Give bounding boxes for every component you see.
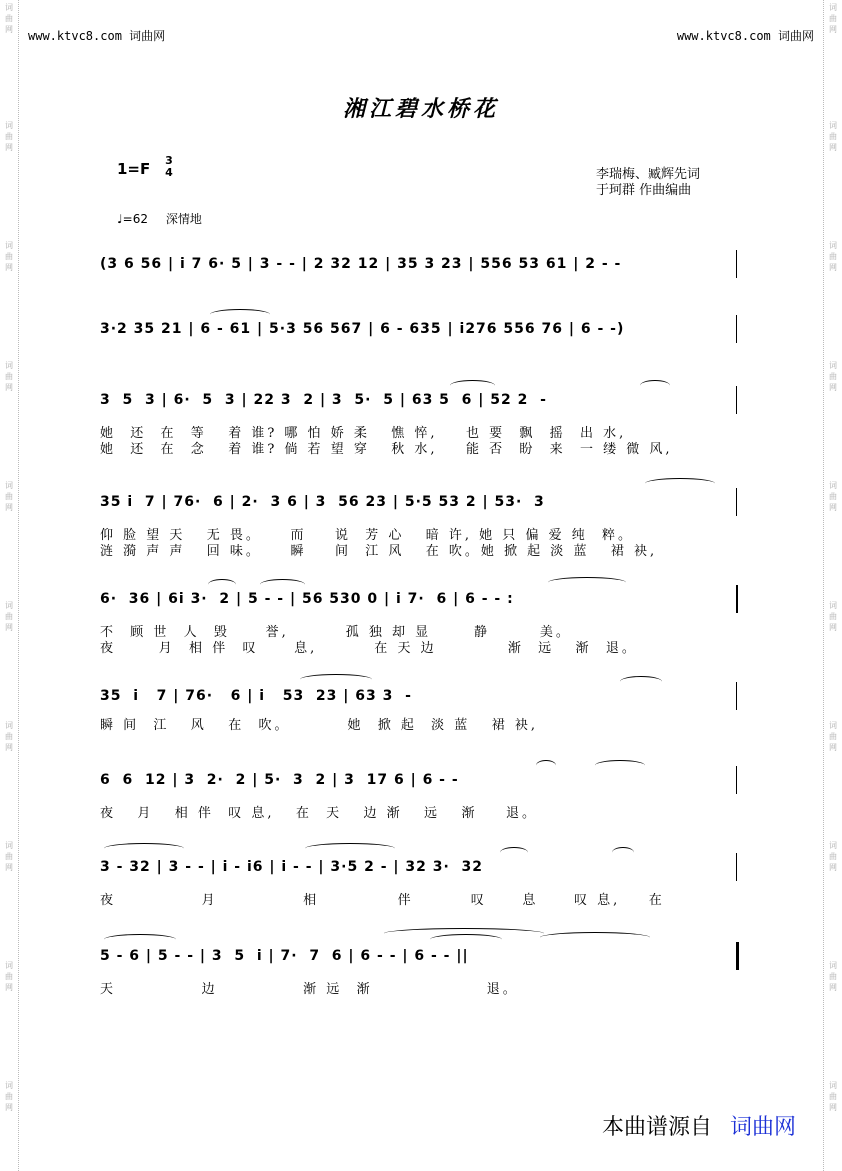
slur (300, 674, 372, 685)
slur (540, 932, 650, 943)
slur (104, 934, 176, 945)
watermark-text: 词曲网 (5, 1081, 13, 1112)
lyric-verse-1: 夜 月 相 伴 叹 息 叹 息, 在 (100, 893, 665, 908)
tempo-value: ♩=62 (117, 212, 148, 226)
slur (208, 579, 236, 590)
lyric-verse-2: 夜 月 相 伴 叹 息, 在 天 边 渐 远 渐 退。 (100, 641, 638, 656)
lyric-verse-1: 不 顾 世 人 毁 誉, 孤 独 却 显 静 美。 (100, 625, 572, 640)
watermark-text: 词曲网 (829, 601, 837, 632)
watermark-text: 词曲网 (829, 3, 837, 34)
lyric-verse-2: 涟 漪 声 声 回 味。 瞬 间 江 风 在 吹。她 掀 起 淡 蓝 裙 袂, (100, 544, 658, 559)
lyric-verse-1: 仰 脸 望 天 无 畏。 而 说 芳 心 暗 许, 她 只 偏 爱 纯 粹。 (100, 528, 634, 543)
song-title: 湘江碧水桥花 (342, 96, 499, 122)
time-signature-bottom: 4 (165, 166, 173, 179)
notation-line: 5 - 6 | 5 - - | 3 5 i | 7· 7 6 | 6 - - | 6 - - || (100, 948, 469, 964)
watermark-text: 词曲网 (829, 361, 837, 392)
barline (736, 386, 737, 414)
barline (736, 853, 737, 881)
slur (260, 579, 305, 590)
notation-line: 6· 36 | 6i 3· 2 | 5 - - | 56 530 0 | i 7· 6 | 6 - - : (100, 591, 514, 607)
watermark-text: 词曲网 (5, 961, 13, 992)
right-watermark-strip (823, 0, 842, 1171)
watermark-text: 词曲网 (829, 121, 837, 152)
final-barline (736, 942, 739, 970)
repeat-barline (736, 585, 738, 613)
watermark-text: 词曲网 (5, 601, 13, 632)
lyric-verse-1: 她 还 在 等 着 谁? 哪 怕 娇 柔 憔 悴, 也 要 飘 摇 出 水, (100, 426, 627, 441)
time-signature (162, 155, 176, 179)
slur (595, 760, 645, 771)
slur (645, 478, 715, 489)
watermark-text: 词曲网 (5, 241, 13, 272)
slur (640, 380, 670, 391)
lyric-verse-2: 她 还 在 念 着 谁? 倘 若 望 穿 秋 水, 能 否 盼 来 一 缕 微 风, (100, 442, 673, 457)
slur (536, 760, 556, 771)
source-brand-link[interactable]: 词曲网 (729, 1115, 796, 1140)
slur (305, 843, 395, 854)
watermark-text: 词曲网 (829, 1081, 837, 1112)
slur (450, 380, 495, 391)
source-credit (602, 1110, 796, 1141)
watermark-text: 词曲网 (5, 361, 13, 392)
time-signature-top: 3 (165, 154, 173, 167)
notation-line: 3 5 3 | 6· 5 3 | 22 3 2 | 3 5· 5 | 63 5 6 | 52 2 - (100, 392, 547, 408)
watermark-text: 词曲网 (829, 841, 837, 872)
composer-credit: 于珂群 作曲编曲 (596, 183, 692, 198)
slur (210, 309, 270, 320)
watermark-text: 词曲网 (829, 481, 837, 512)
slur (620, 676, 662, 687)
source-label: 本曲谱源自 (601, 1115, 712, 1140)
barline (736, 250, 737, 278)
watermark-text: 词曲网 (5, 721, 13, 752)
slur (104, 843, 184, 854)
lyric-verse-1: 天 边 渐 远 渐 退。 (100, 982, 519, 997)
slur (500, 847, 528, 858)
watermark-text: 词曲网 (829, 721, 837, 752)
lyricist-credit: 李瑞梅、臧辉先词 (596, 167, 701, 182)
barline (736, 488, 737, 516)
notation-line: 35 i 7 | 76· 6 | i 53 23 | 63 3 - (100, 688, 412, 704)
slur (430, 934, 502, 945)
notation-line: 3·2 35 21 | 6 - 61 | 5·3 56 567 | 6 - 635 | i276 556 76 | 6 - -) (100, 321, 625, 337)
key-signature: 1=F (117, 160, 151, 178)
notation-line: 6 6 12 | 3 2· 2 | 5· 3 2 | 3 17 6 | 6 - - (100, 772, 459, 788)
notation-line: 3 - 32 | 3 - - | i - i6 | i - - | 3·5 2 - | 32 3· 32 (100, 859, 484, 875)
watermark-text: 词曲网 (829, 961, 837, 992)
barline (736, 315, 737, 343)
slur (548, 577, 626, 588)
left-watermark-strip (0, 0, 19, 1171)
site-url-left[interactable]: www.ktvc8.com 词曲网 (28, 29, 166, 43)
notation-line: (3 6 56 | i 7 6· 5 | 3 - - | 2 32 12 | 35 3 23 | 556 53 61 | 2 - - (100, 256, 622, 272)
watermark-text: 词曲网 (829, 241, 837, 272)
site-url-right[interactable]: www.ktvc8.com 词曲网 (676, 29, 814, 43)
barline (736, 682, 737, 710)
expression-mark: 深情地 (165, 212, 202, 226)
watermark-text: 词曲网 (5, 841, 13, 872)
watermark-text: 词曲网 (5, 121, 13, 152)
lyric-verse-1: 瞬 间 江 风 在 吹。 她 掀 起 淡 蓝 裙 袂, (100, 718, 538, 733)
watermark-text: 词曲网 (5, 481, 13, 512)
barline (736, 766, 737, 794)
notation-line: 35 i 7 | 76· 6 | 2· 3 6 | 3 56 23 | 5·5 53 2 | 53· 3 (100, 494, 545, 510)
tempo-marking (117, 210, 202, 227)
lyric-verse-1: 夜 月 相 伴 叹 息, 在 天 边 渐 远 渐 退。 (100, 806, 538, 821)
watermark-text: 词曲网 (5, 3, 13, 34)
slur (612, 847, 634, 858)
